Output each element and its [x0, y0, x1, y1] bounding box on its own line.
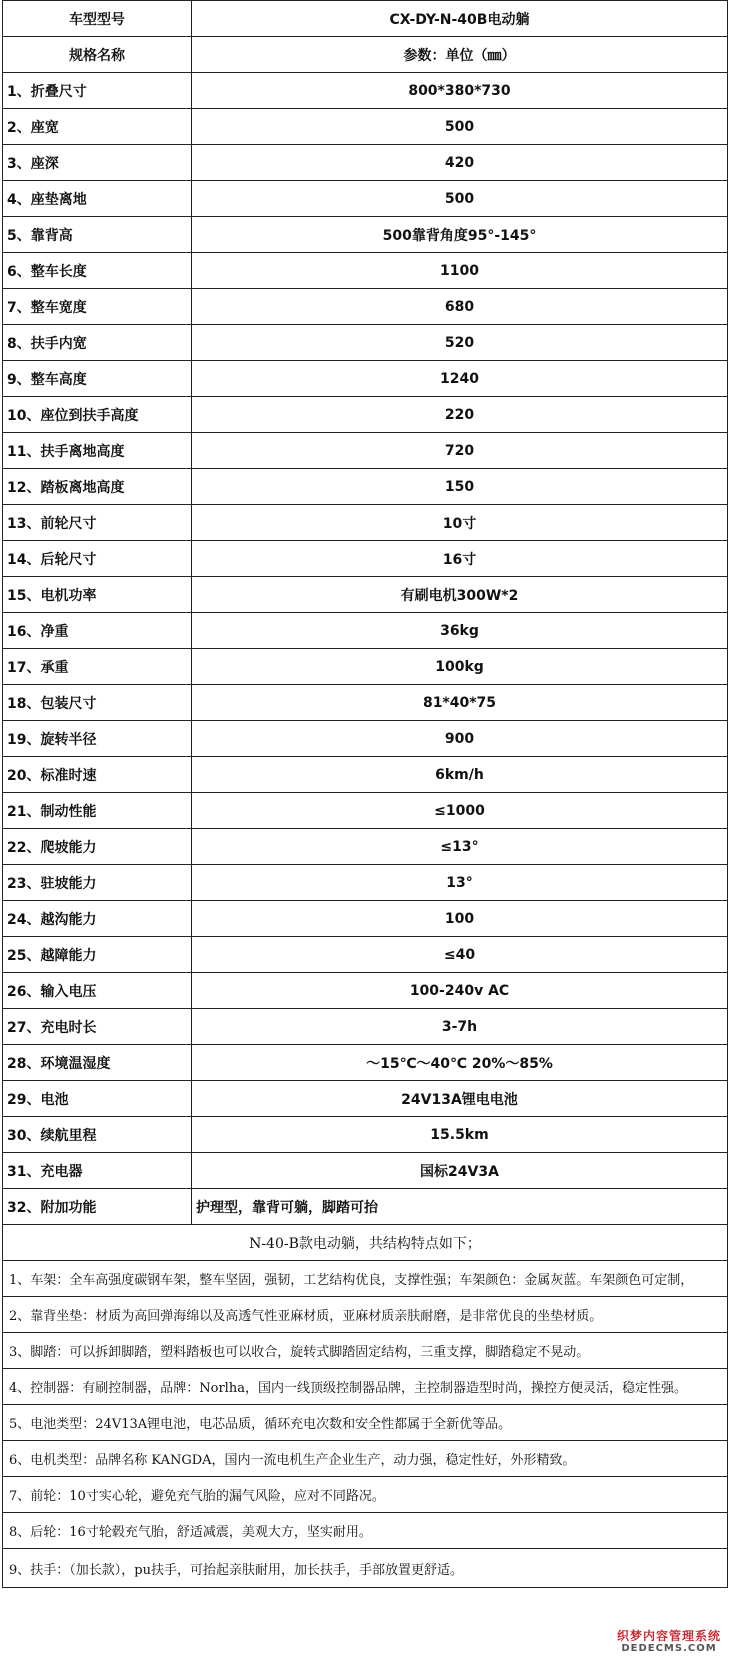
spec-value: 10寸 [192, 505, 728, 541]
feature-text: 9、扶手：（加长款），pu扶手，可抬起亲肤耐用，加长扶手，手部放置更舒适。 [3, 1549, 728, 1588]
spec-value: 420 [192, 145, 728, 181]
model-label: 车型型号 [3, 1, 192, 37]
spec-row [3, 433, 728, 469]
spec-value: ≤1000 [192, 793, 728, 829]
spec-name-header: 规格名称 [3, 37, 192, 73]
spec-value: 520 [192, 325, 728, 361]
feature-text: 4、控制器：有刷控制器，品牌：Norlha，国内一线顶级控制器品牌，主控制器造型时尚，操控方便灵活，稳定性强。 [3, 1369, 728, 1405]
spec-value: 500靠背角度95°-145° [192, 217, 728, 253]
model-row [3, 1, 728, 37]
spec-value: 100-240v AC [192, 973, 728, 1009]
spec-value: 220 [192, 397, 728, 433]
spec-label: 7、整车宽度 [3, 289, 192, 325]
spec-value: 15.5km [192, 1117, 728, 1153]
spec-row [3, 289, 728, 325]
spec-row [3, 721, 728, 757]
spec-value: ≤13° [192, 829, 728, 865]
feature-text: 7、前轮：10寸实心轮，避免充气胎的漏气风险，应对不同路况。 [3, 1477, 728, 1513]
spec-table [2, 0, 728, 1588]
spec-value: 1240 [192, 361, 728, 397]
spec-label: 2、座宽 [3, 109, 192, 145]
feature-row [3, 1441, 728, 1477]
spec-value: 81*40*75 [192, 685, 728, 721]
spec-label: 9、整车高度 [3, 361, 192, 397]
spec-value: 6km/h [192, 757, 728, 793]
spec-label: 27、充电时长 [3, 1009, 192, 1045]
spec-label: 8、扶手内宽 [3, 325, 192, 361]
spec-row [3, 865, 728, 901]
spec-row [3, 793, 728, 829]
spec-label: 26、输入电压 [3, 973, 192, 1009]
spec-row [3, 253, 728, 289]
feature-row [3, 1297, 728, 1333]
spec-row [3, 1189, 728, 1225]
spec-row [3, 1153, 728, 1189]
spec-label: 28、环境温湿度 [3, 1045, 192, 1081]
spec-label: 22、爬坡能力 [3, 829, 192, 865]
spec-label: 31、充电器 [3, 1153, 192, 1189]
spec-row [3, 1045, 728, 1081]
spec-row [3, 73, 728, 109]
feature-row [3, 1549, 728, 1588]
spec-row [3, 685, 728, 721]
features-intro: N-40-B款电动躺，共结构特点如下； [3, 1225, 728, 1261]
spec-row [3, 1117, 728, 1153]
spec-value: 13° [192, 865, 728, 901]
spec-row [3, 901, 728, 937]
spec-value: 有刷电机300W*2 [192, 577, 728, 613]
feature-text: 3、脚踏：可以拆卸脚踏，塑料踏板也可以收合，旋转式脚踏固定结构，三重支撑，脚踏稳定不晃动。 [3, 1333, 728, 1369]
spec-row [3, 109, 728, 145]
spec-label: 25、越障能力 [3, 937, 192, 973]
spec-label: 24、越沟能力 [3, 901, 192, 937]
watermark-en-text: DEDECMS.COM [621, 1643, 717, 1654]
spec-value: 720 [192, 433, 728, 469]
spec-value: 24V13A锂电电池 [192, 1081, 728, 1117]
spec-value: 500 [192, 109, 728, 145]
spec-row [3, 145, 728, 181]
spec-row [3, 1081, 728, 1117]
spec-row [3, 541, 728, 577]
spec-row [3, 469, 728, 505]
spec-label: 4、座垫离地 [3, 181, 192, 217]
spec-row [3, 505, 728, 541]
spec-row [3, 397, 728, 433]
spec-label: 3、座深 [3, 145, 192, 181]
spec-row [3, 937, 728, 973]
feature-text: 2、靠背坐垫：材质为高回弹海绵以及高透气性亚麻材质，亚麻材质亲肤耐磨，是非常优良的坐垫材质。 [3, 1297, 728, 1333]
spec-value: 680 [192, 289, 728, 325]
spec-row [3, 613, 728, 649]
spec-label: 19、旋转半径 [3, 721, 192, 757]
spec-row [3, 217, 728, 253]
spec-row [3, 181, 728, 217]
spec-value: 900 [192, 721, 728, 757]
spec-label: 29、电池 [3, 1081, 192, 1117]
spec-label: 14、后轮尺寸 [3, 541, 192, 577]
feature-text: 5、电池类型：24V13A锂电池，电芯品质，循环充电次数和安全性都属于全新优等品。 [3, 1405, 728, 1441]
spec-label: 5、靠背高 [3, 217, 192, 253]
feature-row [3, 1333, 728, 1369]
spec-value-header: 参数：单位（㎜） [192, 37, 728, 73]
spec-value: 3-7h [192, 1009, 728, 1045]
spec-row [3, 973, 728, 1009]
spec-value: 100 [192, 901, 728, 937]
feature-text: 8、后轮：16寸轮毂充气胎，舒适减震，美观大方，坚实耐用。 [3, 1513, 728, 1549]
spec-row [3, 361, 728, 397]
spec-label: 17、承重 [3, 649, 192, 685]
spec-label: 16、净重 [3, 613, 192, 649]
spec-value: 500 [192, 181, 728, 217]
feature-row [3, 1513, 728, 1549]
spec-value: 100kg [192, 649, 728, 685]
features-intro-row [3, 1225, 728, 1261]
spec-label: 18、包装尺寸 [3, 685, 192, 721]
spec-label: 12、踏板离地高度 [3, 469, 192, 505]
feature-text: 1、车架：全车高强度碳钢车架，整车坚固，强韧，工艺结构优良，支撑性强；车架颜色：金属灰蓝。车架颜色可定制， [3, 1261, 728, 1297]
spec-label: 15、电机功率 [3, 577, 192, 613]
spec-row [3, 1009, 728, 1045]
feature-row [3, 1477, 728, 1513]
spec-value: 16寸 [192, 541, 728, 577]
watermark-logo [615, 1630, 723, 1654]
spec-label: 1、折叠尺寸 [3, 73, 192, 109]
spec-label: 32、附加功能 [3, 1189, 192, 1225]
spec-label: 23、驻坡能力 [3, 865, 192, 901]
feature-row [3, 1369, 728, 1405]
spec-header-row [3, 37, 728, 73]
spec-label: 13、前轮尺寸 [3, 505, 192, 541]
spec-value: 1100 [192, 253, 728, 289]
spec-row [3, 325, 728, 361]
spec-value: 护理型，靠背可躺，脚踏可抬 [192, 1189, 728, 1225]
spec-value: 150 [192, 469, 728, 505]
spec-row [3, 577, 728, 613]
spec-label: 30、续航里程 [3, 1117, 192, 1153]
spec-label: 6、整车长度 [3, 253, 192, 289]
feature-row [3, 1261, 728, 1297]
spec-label: 20、标准时速 [3, 757, 192, 793]
spec-value: 国标24V3A [192, 1153, 728, 1189]
feature-text: 6、电机类型：品牌名称 KANGDA，国内一流电机生产企业生产，动力强，稳定性好，外形精致。 [3, 1441, 728, 1477]
spec-label: 10、座位到扶手高度 [3, 397, 192, 433]
model-value: CX-DY-N-40B电动躺 [192, 1, 728, 37]
watermark-cn-text: 织梦内容管理系统 [616, 1628, 721, 1643]
spec-value: 36kg [192, 613, 728, 649]
spec-row [3, 757, 728, 793]
spec-row [3, 829, 728, 865]
spec-row [3, 649, 728, 685]
spec-value: 800*380*730 [192, 73, 728, 109]
spec-value: ～15℃～40℃ 20%～85% [192, 1045, 728, 1081]
spec-label: 21、制动性能 [3, 793, 192, 829]
spec-value: ≤40 [192, 937, 728, 973]
spec-label: 11、扶手离地高度 [3, 433, 192, 469]
feature-row [3, 1405, 728, 1441]
